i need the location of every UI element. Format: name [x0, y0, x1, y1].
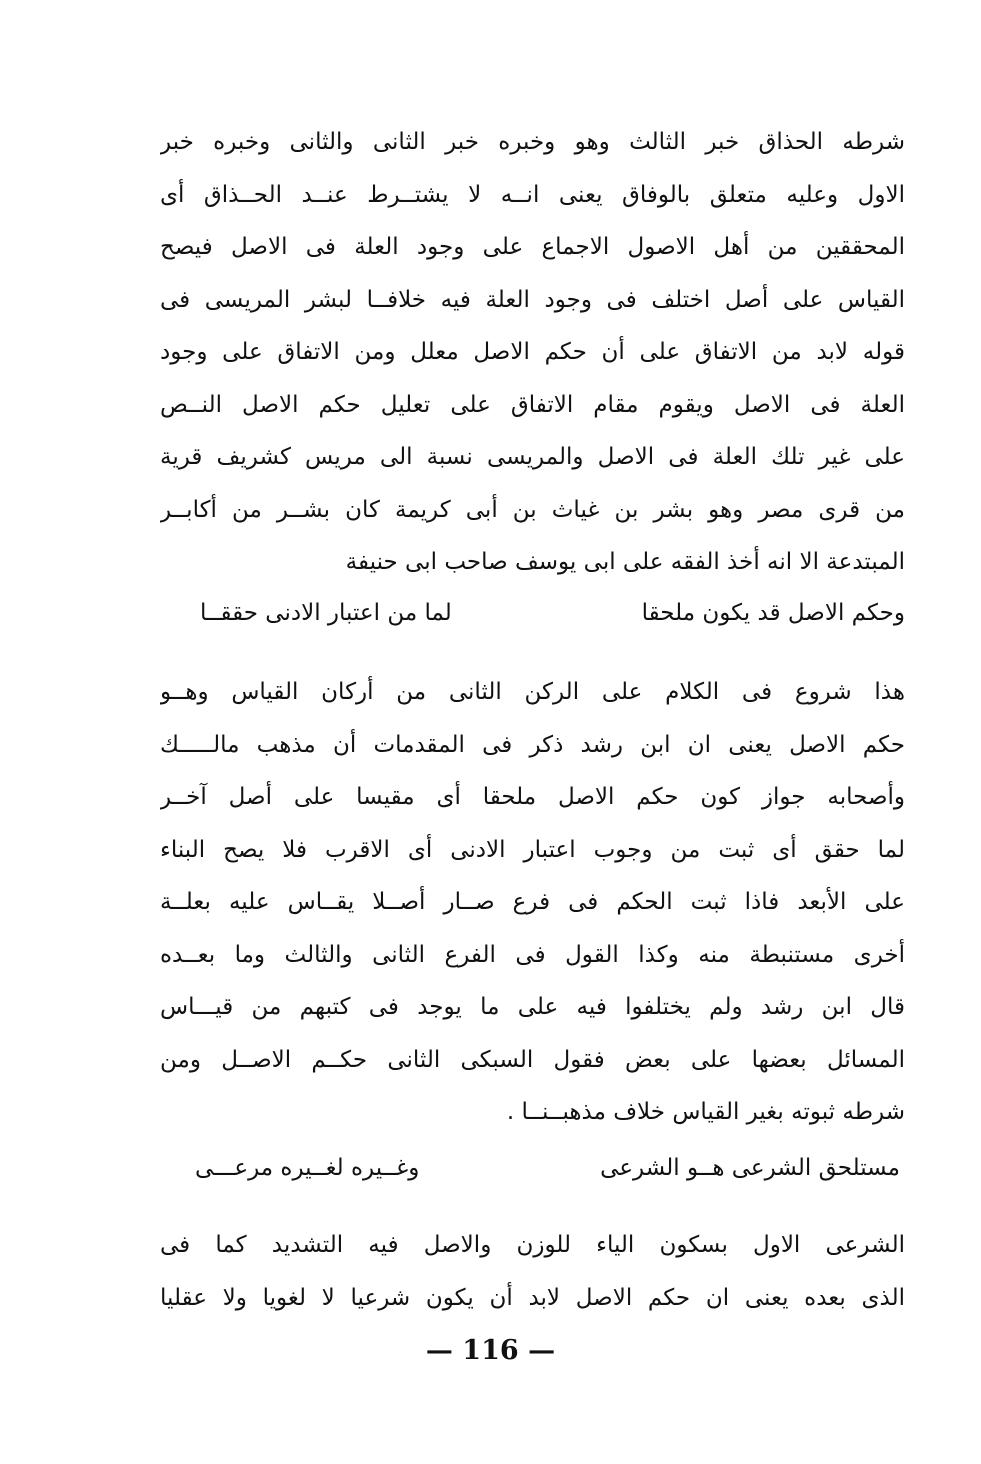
verse-2	[195, 1140, 900, 1196]
paragraph-3	[160, 1219, 905, 1324]
page-number: — 116 —	[425, 1335, 556, 1366]
text-line: العلة فى الاصل ويقوم مقام الاتفاق على تعليل حكم الاصل النــص	[160, 391, 905, 418]
text-line: على الأبعد فاذا ثبت الحكم فى فرع صــار أصــلا يقــاس عليه بعلــة	[160, 889, 905, 915]
text-line: الشرعى الاول بسكون الياء للوزن والاصل فيه التشديد كما فى	[160, 1232, 905, 1258]
verse-first-hemistich: وحكم الاصل قد يكون ملحقا	[641, 600, 905, 626]
text-line: من قرى مصر وهو بشر بن غياث بن أبى كريمة كان بشــر من أكابــر	[160, 496, 905, 523]
text-line: قال ابن رشد ولم يختلفوا فيه على ما يوجد فى كتبهم من قيـــاس	[160, 994, 905, 1020]
text-line: المبتدعة الا انه أخذ الفقه على ابى يوسف صاحب ابى حنيفة	[345, 549, 905, 575]
text-line: وأصحابه جواز كون حكم الاصل ملحقا أى مقيسا على أصل آخــر	[160, 784, 905, 810]
paragraph-2	[160, 666, 905, 1139]
paragraph-1	[160, 116, 905, 589]
text-line: شرطه الحذاق خبر الثالث وهو وخبره خبر الثانى والثانى وخبره خبر	[160, 129, 905, 155]
verse-second-hemistich: لما من اعتبار الادنى حققــا	[200, 600, 452, 626]
text-line: على غير تلك العلة فى الاصل والمريسى نسبة الى مريس كشريف قرية	[160, 444, 905, 470]
text-line: القياس على أصل اختلف فى وجود العلة فيه خلافــا لبشر المريسى فى	[160, 286, 905, 313]
verse-second-hemistich: وغــيره لغــيره مرعـــى	[195, 1155, 420, 1181]
text-line: الذى بعده يعنى ان حكم الاصل لابد أن يكون شرعيا لا لغويا ولا عقليا	[160, 1284, 905, 1311]
text-line: أخرى مستنبطة منه وكذا القول فى الفرع الثانى والثالث وما بعــده	[160, 941, 905, 968]
text-line: المسائل بعضها على بعض فقول السبكى الثانى حكــم الاصــل ومن	[160, 1046, 905, 1073]
text-line: شرطه ثبوته بغير القياس خلاف مذهبــنــا .	[506, 1099, 905, 1125]
text-line: قوله لابد من الاتفاق على أن حكم الاصل معلل ومن الاتفاق على وجود	[160, 339, 905, 365]
text-line: حكم الاصل يعنى ان ابن رشد ذكر فى المقدمات أن مذهب مالـــــك	[160, 731, 905, 758]
text-line: الاول وعليه متعلق بالوفاق يعنى انــه لا يشتــرط عنــد الحــذاق أى	[160, 181, 905, 208]
text-line: هذا شروع فى الكلام على الركن الثانى من أركان القياس وهــو	[160, 679, 905, 705]
text-line: لما حقق أى ثبت من وجوب اعتبار الادنى أى الاقرب فلا يصح البناء	[160, 836, 905, 863]
verse-first-hemistich: مستلحق الشرعى هــو الشرعى	[600, 1155, 900, 1181]
text-line: المحققين من أهل الاصول الاجماع على وجود العلة فى الاصل فيصح	[160, 234, 905, 260]
verse-1	[200, 585, 905, 641]
